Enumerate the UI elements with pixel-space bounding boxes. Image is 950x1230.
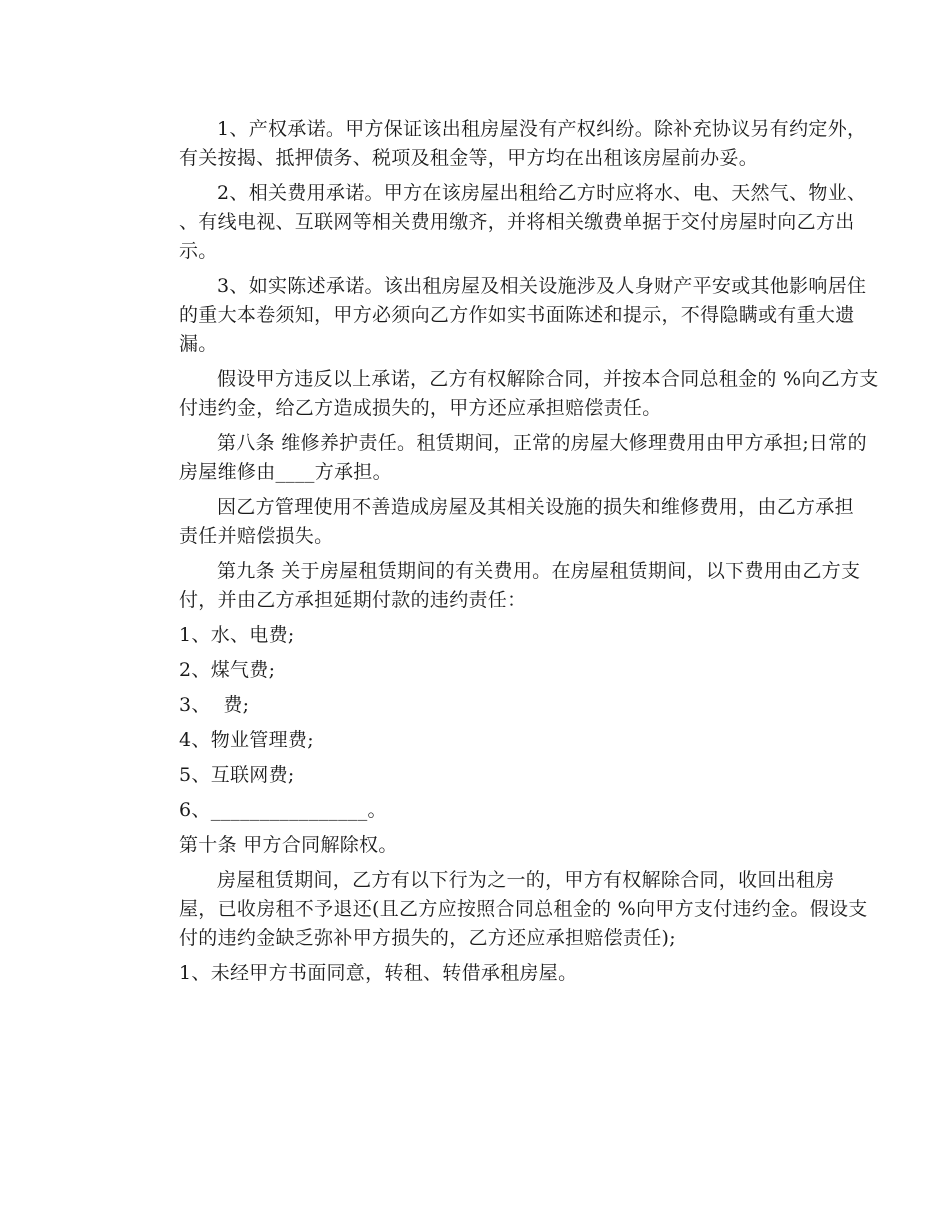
paragraph-fee-commitment: [141, 179, 867, 266]
text-line: 示。: [179, 240, 218, 262]
text-line: 3、如实陈述承诺。该出租房屋及相关设施涉及人身财产平安或其他影响居住: [217, 275, 867, 297]
list-item-fee-2: 2、煤气费;: [179, 659, 276, 681]
text-line: 付违约金，给乙方造成损失的，甲方还应承担赔偿责任。: [179, 397, 662, 419]
paragraph-termination-right: [141, 866, 868, 953]
article-10-heading: 第十条 甲方合同解除权。: [179, 834, 398, 856]
text-line: 、有线电视、互联网等相关费用缴齐，并将相关缴费单据于交付房屋时向乙方出: [179, 211, 855, 233]
text-line: 付的违约金缺乏弥补甲方损失的，乙方还应承担赔偿责任);: [179, 927, 676, 949]
paragraph-tenant-damage: [141, 493, 854, 551]
text-line: 房屋租赁期间，乙方有以下行为之一的，甲方有权解除合同，收回出租房: [217, 869, 835, 891]
text-line: 第九条 关于房屋租赁期间的有关费用。在房屋租赁期间，以下费用由乙方支: [217, 560, 861, 582]
list-item-fee-3: 3、 费;: [179, 694, 250, 716]
text-line: 的重大本卷须知，甲方必须向乙方作如实书面陈述和提示，不得隐瞒或有重大遗: [179, 304, 855, 326]
text-line: 2、相关费用承诺。甲方在该房屋出租给乙方时应将水、电、天然气、物业、: [217, 182, 867, 204]
text-line: 1、产权承诺。甲方保证该出租房屋没有产权纠纷。除补充协议另有约定外，: [217, 118, 867, 140]
list-item-fee-1: 1、水、电费;: [179, 624, 295, 646]
paragraph-property-commitment: [141, 115, 867, 173]
text-line: 漏。: [179, 333, 218, 355]
paragraph-disclosure-commitment: [141, 272, 867, 359]
text-line: 假设甲方违反以上承诺，乙方有权解除合同，并按本合同总租金的 %向乙方支: [217, 368, 879, 390]
text-line: 房屋维修由____方承担。: [179, 461, 392, 483]
text-line: 第八条 维修养护责任。租赁期间，正常的房屋大修理费用由甲方承担;日常的: [217, 432, 867, 454]
list-item-fee-4: 4、物业管理费;: [179, 729, 314, 751]
list-item-fee-5: 5、互联网费;: [179, 764, 295, 786]
paragraph-breach-penalty: [141, 365, 879, 423]
text-line: 因乙方管理使用不善造成房屋及其相关设施的损失和维修费用，由乙方承担: [217, 496, 854, 518]
text-line: 责任并赔偿损失。: [179, 525, 334, 547]
paragraph-article-8: [141, 429, 867, 487]
text-line: 屋，已收房租不予退还(且乙方应按照合同总租金的 %向甲方支付违约金。假设支: [179, 898, 868, 920]
list-item-fee-6: 6、________________。: [179, 799, 387, 821]
text-line: 付，并由乙方承担延期付款的违约责任：: [179, 589, 527, 611]
list-item-termination-1: 1、未经甲方书面同意，转租、转借承租房屋。: [179, 962, 578, 984]
paragraph-article-9: [141, 557, 861, 615]
text-line: 有关按揭、抵押债务、税项及租金等，甲方均在出租该房屋前办妥。: [179, 147, 759, 169]
